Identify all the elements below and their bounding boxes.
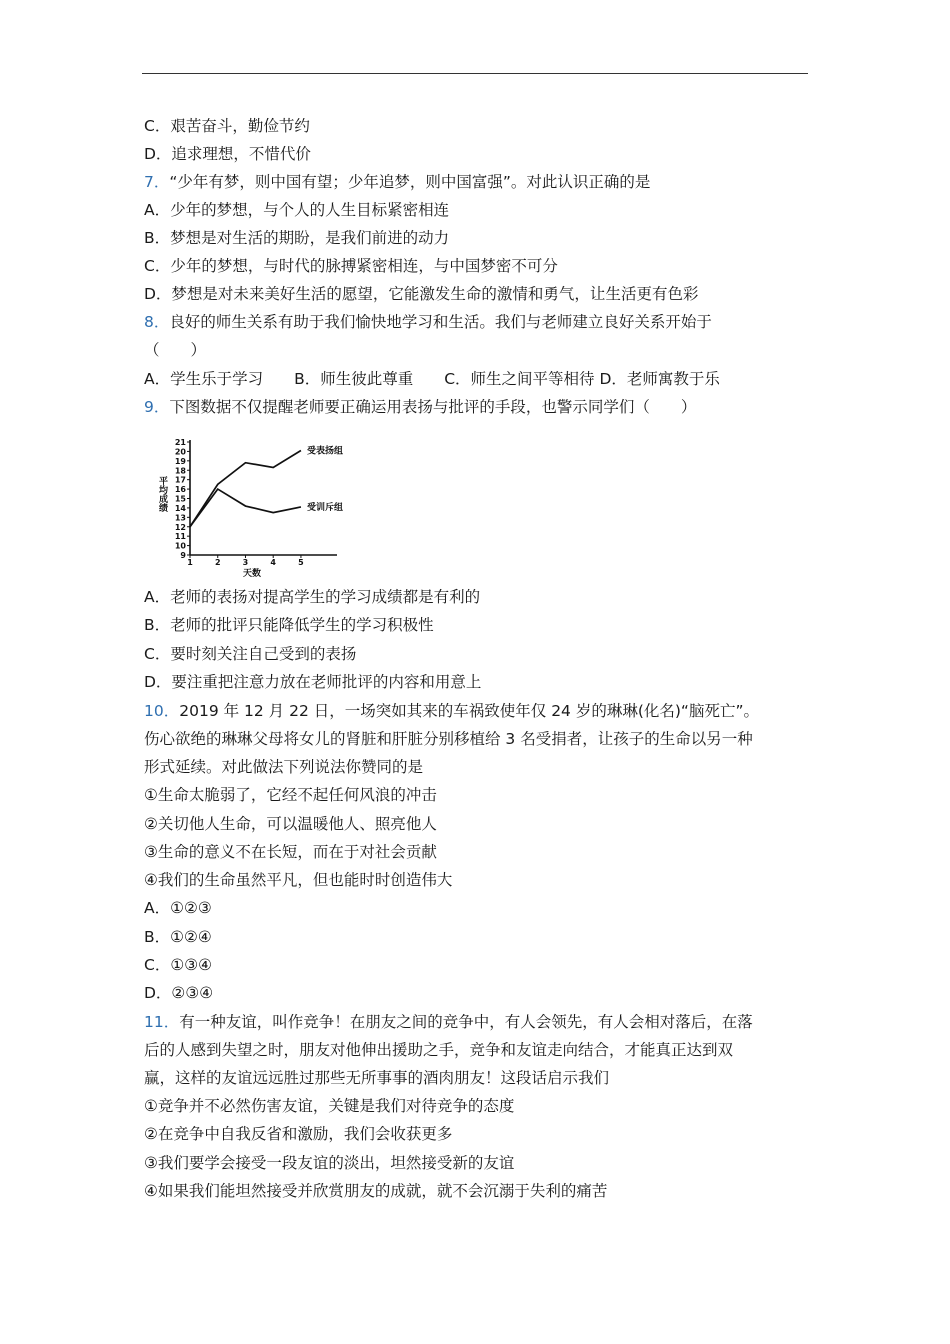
q11-statement-3: ③我们要学会接受一段友谊的淡出，坦然接受新的友谊 xyxy=(144,1154,515,1172)
q6-option-c: C．艰苦奋斗，勤俭节约 xyxy=(144,117,310,135)
q7-option-b: B．梦想是对生活的期盼，是我们前进的动力 xyxy=(144,229,450,247)
q11-statement-4: ④如果我们能坦然接受并欣赏朋友的成就，就不会沉溺于失利的痛苦 xyxy=(144,1182,608,1200)
series-line-2 xyxy=(190,489,301,527)
q10-statement-4: ④我们的生命虽然平凡，但也能时时创造伟大 xyxy=(144,871,453,889)
q7-stem: “少年有梦，则中国有望；少年追梦，则中国富强”。对此认识正确的是 xyxy=(169,173,651,191)
q8-stem: 良好的师生关系有助于我们愉快地学习和生活。我们与老师建立良好关系开始于 xyxy=(169,313,712,331)
y-tick-label: 10 xyxy=(174,541,186,551)
q8-options: A．学生乐于学习 B．师生彼此尊重 C．师生之间平等相待 D．老师寓教于乐 xyxy=(144,370,720,388)
q10-option-a: A．①②③ xyxy=(144,899,212,917)
q11-statement-2: ②在竞争中自我反省和激励，我们会收获更多 xyxy=(144,1125,453,1143)
q9-question xyxy=(144,397,696,417)
series-line-1 xyxy=(190,450,301,526)
x-axis-label: 天数 xyxy=(242,569,262,579)
x-tick-label: 2 xyxy=(214,558,221,567)
q9-option-d: D．要注重把注意力放在老师批评的内容和用意上 xyxy=(144,673,482,691)
q10-option-c: C．①③④ xyxy=(144,956,213,974)
y-tick-label: 15 xyxy=(174,494,186,504)
y-tick-label: 16 xyxy=(174,485,186,495)
y-tick-label: 21 xyxy=(174,438,186,447)
q8-blank: （ ） xyxy=(144,341,207,359)
q8-number: 8． xyxy=(144,313,170,331)
y-tick-label: 11 xyxy=(174,532,186,542)
q10-question xyxy=(144,701,759,721)
y-tick-label: 20 xyxy=(174,447,186,457)
y-tick-label: 19 xyxy=(174,456,186,466)
header-rule xyxy=(142,73,808,74)
q10-stem-line-2: 伤心欲绝的琳琳父母将女儿的肾脏和肝脏分别移植给 3 名受捐者，让孩子的生命以另一种 xyxy=(144,730,753,748)
q11-stem-line-3: 赢，这样的友谊远远胜过那些无所事事的酒肉朋友！这段话启示我们 xyxy=(144,1069,610,1087)
q11-statement-1: ①竞争并不必然伤害友谊，关键是我们对待竞争的态度 xyxy=(144,1097,515,1115)
q11-number: 11． xyxy=(144,1013,180,1031)
x-tick-label: 1 xyxy=(187,558,193,567)
q7-option-c: C．少年的梦想，与时代的脉搏紧密相连，与中国梦密不可分 xyxy=(144,257,558,275)
q10-statement-2: ②关切他人生命，可以温暖他人、照亮他人 xyxy=(144,815,437,833)
y-axis-label: 平均成绩 xyxy=(157,476,167,512)
q9-option-c: C．要时刻关注自己受到的表扬 xyxy=(144,645,357,663)
q7-number: 7． xyxy=(144,173,170,191)
x-tick-label: 5 xyxy=(298,558,304,567)
q6-option-d: D．追求理想，不惜代价 xyxy=(144,145,311,163)
q11-stem-line-1: 有一种友谊，叫作竞争！在朋友之间的竞争中，有人会领先，有人会相对落后，在落 xyxy=(179,1013,753,1031)
q9-stem: 下图数据不仅提醒老师要正确运用表扬与批评的手段，也警示同学们（ ） xyxy=(169,398,697,416)
q11-question xyxy=(144,1012,753,1032)
y-tick-label: 13 xyxy=(174,513,186,523)
y-tick-label: 12 xyxy=(174,522,186,532)
y-tick-label: 17 xyxy=(174,475,186,485)
q10-stem-line-3: 形式延续。对此做法下列说法你赞同的是 xyxy=(144,758,424,776)
y-tick-label: 9 xyxy=(180,551,186,560)
q10-statement-1: ①生命太脆弱了，它经不起任何风浪的冲击 xyxy=(144,786,437,804)
q10-statement-3: ③生命的意义不在长短，而在于对社会贡献 xyxy=(144,843,437,861)
y-tick-label: 14 xyxy=(174,503,186,513)
q7-question xyxy=(144,172,650,192)
q7-option-a: A．少年的梦想，与个人的人生目标紧密相连 xyxy=(144,201,450,219)
q9-line-chart xyxy=(140,436,370,582)
q8-question xyxy=(144,312,712,332)
q10-option-b: B．①②④ xyxy=(144,928,212,946)
q10-stem-line-1: 2019 年 12 月 22 日，一场突如其来的车祸致使年仅 24 岁的琳琳(化名)“脑死亡”。 xyxy=(179,702,759,720)
q10-number: 10． xyxy=(144,702,180,720)
x-tick-label: 3 xyxy=(242,558,249,567)
series-label-1: 受表扬组 xyxy=(306,446,343,457)
y-tick-label: 18 xyxy=(174,466,186,476)
q9-option-b: B．老师的批评只能降低学生的学习积极性 xyxy=(144,616,434,634)
q11-stem-line-2: 后的人感到失望之时，朋友对他伸出援助之手，竞争和友谊走向结合，才能真正达到双 xyxy=(144,1041,734,1059)
q9-option-a: A．老师的表扬对提高学生的学习成绩都是有利的 xyxy=(144,588,481,606)
series-label-2: 受训斥组 xyxy=(306,502,343,513)
q9-number: 9． xyxy=(144,398,170,416)
q10-option-d: D．②③④ xyxy=(144,984,214,1002)
x-tick-label: 4 xyxy=(270,558,276,567)
q7-option-d: D．梦想是对未来美好生活的愿望，它能激发生命的激情和勇气，让生活更有色彩 xyxy=(144,285,699,303)
